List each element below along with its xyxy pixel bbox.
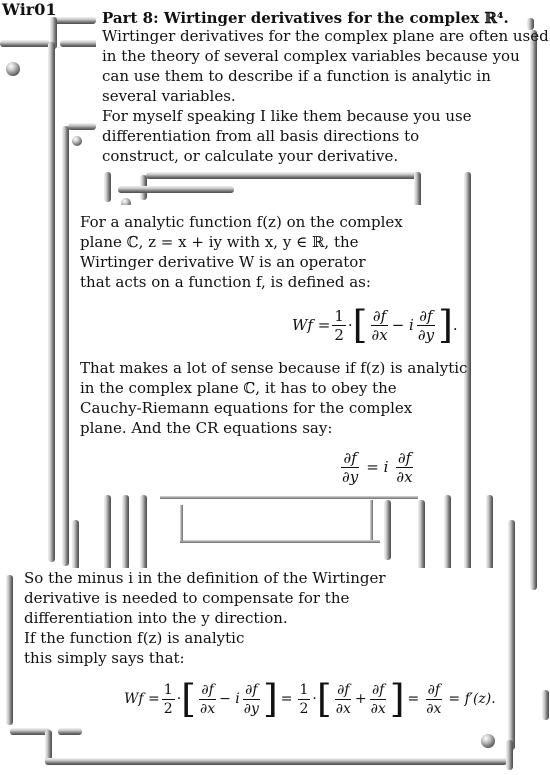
eq3-minus-i: − i — [219, 691, 240, 707]
eq3-half-b: $\frac{1}{2}$ — [299, 681, 309, 717]
pipe-v-a — [104, 172, 111, 202]
pipe-thin-d — [370, 500, 373, 540]
ball-bottom — [481, 734, 495, 748]
cr-line: Cauchy-Riemann equations for the complex — [80, 399, 413, 417]
pipe-bot-a — [10, 728, 50, 735]
cr-line: plane. And the CR equations say: — [80, 419, 333, 437]
pipe-v-j — [418, 500, 425, 570]
eq1-dot: · — [347, 316, 353, 334]
eq3-equals-b: = — [407, 691, 420, 707]
eq1-lhs: Wf = — [292, 316, 331, 334]
eq3-close-a: ] — [262, 677, 278, 721]
eq3-lhs: Wf = — [124, 691, 160, 707]
pipe-v-f — [104, 495, 111, 570]
conclusion-line: derivative is needed to compensate for the — [24, 589, 350, 607]
intro-line: For myself speaking I like them because you use — [102, 107, 472, 125]
eq1-minus-i: − i — [391, 316, 414, 334]
cr-line: That makes a lot of sense because if f(z) is analytic — [80, 359, 468, 377]
ball-mid — [72, 136, 82, 146]
analytic-result-equation — [124, 674, 496, 724]
intro-line: several variables. — [102, 87, 236, 105]
pipe-thin-c — [180, 505, 183, 541]
pipe-v-i — [384, 500, 391, 560]
definition-line: For a analytic function f(z) on the complex — [80, 213, 403, 231]
wirtinger-definition-equation — [292, 300, 458, 350]
pipe-v-l — [486, 495, 493, 570]
pipe-v-e — [72, 520, 79, 570]
intro-line: differentiation from all basis directions to — [102, 127, 420, 145]
pipe-thin-a — [160, 496, 418, 499]
eq1-dfdx: $\frac{\partial f}{\partial x}$ — [371, 306, 388, 344]
pipe-v-m — [508, 520, 515, 750]
eq3-close-b: ] — [389, 677, 405, 721]
conclusion-line: If the function f(z) is analytic — [24, 629, 245, 647]
logo: Wir01 — [2, 0, 57, 19]
page-title: Part 8: Wirtinger derivatives for the complex ℝ⁴. — [102, 9, 509, 27]
eq1-half: $\frac{1}{2}$ — [334, 306, 344, 344]
eq3-open-a: [ — [181, 677, 196, 721]
pipe-left-bottom — [6, 575, 13, 725]
intro-line: Wirtinger derivatives for the complex plane are often used — [102, 27, 549, 45]
eq1-close-bracket: ] — [438, 303, 453, 347]
eq3-dfdx-c: $\frac{\partial f}{\partial x}$ — [370, 681, 386, 717]
definition-line: plane ℂ, z = x + iy with x, y ∈ ℝ, the — [80, 233, 359, 251]
pipe-bot-right — [506, 740, 513, 770]
eq1-period: . — [452, 316, 458, 334]
pipe-right-main — [530, 30, 537, 590]
eq3-dfdy: $\frac{\partial f}{\partial y}$ — [243, 681, 259, 717]
intro-line: construct, or calculate your derivative. — [102, 147, 399, 165]
eq3-dfdx-d: $\frac{\partial f}{\partial x}$ — [426, 681, 442, 717]
definition-line: Wirtinger derivative W is an operator — [80, 253, 366, 271]
eq2-dfdy: $\frac{\partial f}{\partial y}$ — [342, 448, 359, 486]
ball-top — [6, 62, 20, 76]
pipe-top-right — [60, 40, 100, 47]
eq2-dfdx: $\frac{\partial f}{\partial x}$ — [396, 448, 413, 486]
conclusion-line: differentiation into the y direction. — [24, 609, 288, 627]
pipe-v-h — [140, 495, 147, 570]
eq3-dot-a: · — [176, 691, 182, 707]
pipe-thin-b — [180, 540, 380, 543]
pipe-v-n — [542, 690, 549, 720]
pipe-top-left — [0, 40, 50, 47]
pipe-mid-left — [68, 123, 96, 130]
eq3-plus: + — [354, 691, 367, 707]
eq2-equals-i: = i — [366, 458, 389, 476]
pipe-v-k — [444, 495, 451, 570]
pipe-left-inner — [62, 126, 69, 566]
eq1-open-bracket: [ — [352, 303, 368, 347]
pipe-bottom — [45, 758, 507, 765]
eq3-half-a: $\frac{1}{2}$ — [163, 681, 173, 717]
cauchy-riemann-equation — [338, 444, 417, 490]
conclusion-line: this simply says that: — [24, 649, 185, 667]
intro-line: can use them to describe if a function is analytic in — [102, 67, 491, 85]
eq1-dfdy: $\frac{\partial f}{\partial y}$ — [417, 306, 435, 344]
eq3-dfdx-a: $\frac{\partial f}{\partial x}$ — [199, 681, 216, 717]
eq3-open-b: [ — [316, 677, 332, 721]
pipe-h-b — [146, 172, 418, 179]
pipe-bot-b — [58, 728, 82, 735]
pipe-v-g — [122, 495, 129, 570]
conclusion-line: So the minus i in the definition of the Wirtinger — [24, 569, 386, 587]
definition-line: that acts on a function f, is defined as: — [80, 273, 371, 291]
eq3-dot-b: · — [312, 691, 317, 707]
intro-line: in the theory of several complex variables because you — [102, 47, 520, 65]
cr-line: in the complex plane ℂ, it has to obey the — [80, 379, 397, 397]
pipe-h-a — [118, 186, 234, 193]
pipe-v-c — [414, 172, 421, 208]
pipe-left-main — [48, 42, 55, 562]
eq3-equals-a: = — [280, 691, 293, 707]
eq3-tail: = f′(z). — [448, 691, 496, 707]
eq3-dfdx-b: $\frac{\partial f}{\partial x}$ — [335, 681, 351, 717]
